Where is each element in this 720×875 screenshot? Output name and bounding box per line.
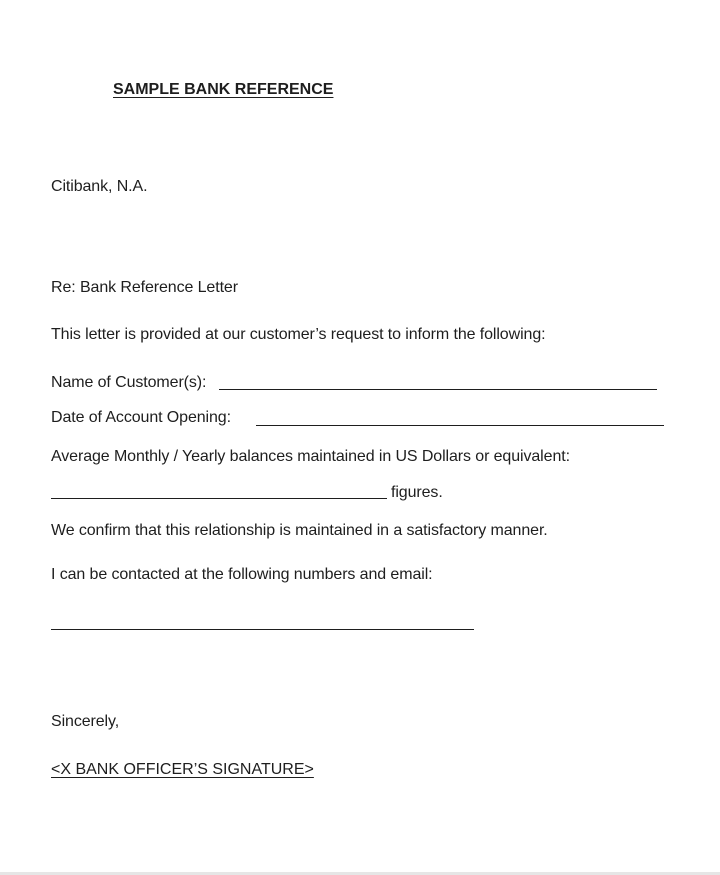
account-opening-label: Date of Account Opening: <box>51 409 231 426</box>
signature-placeholder: <X BANK OFFICER’S SIGNATURE> <box>51 761 314 778</box>
bank-name: Citibank, N.A. <box>51 178 148 195</box>
contact-text: I can be contacted at the following numbers and email: <box>51 566 433 583</box>
intro-text: This letter is provided at our customer’s request to inform the following: <box>51 326 546 343</box>
contact-blank <box>51 629 474 630</box>
account-opening-blank <box>256 425 664 426</box>
document-title: SAMPLE BANK REFERENCE <box>113 81 334 98</box>
confirmation-text: We confirm that this relationship is maintained in a satisfactory manner. <box>51 522 548 539</box>
balances-label: Average Monthly / Yearly balances maintained in US Dollars or equivalent: <box>51 448 570 465</box>
balances-blank <box>51 498 387 499</box>
closing-text: Sincerely, <box>51 713 120 730</box>
customer-name-blank <box>219 389 657 390</box>
figures-suffix: figures. <box>391 484 443 501</box>
re-line: Re: Bank Reference Letter <box>51 279 238 296</box>
customer-name-label: Name of Customer(s): <box>51 374 207 391</box>
